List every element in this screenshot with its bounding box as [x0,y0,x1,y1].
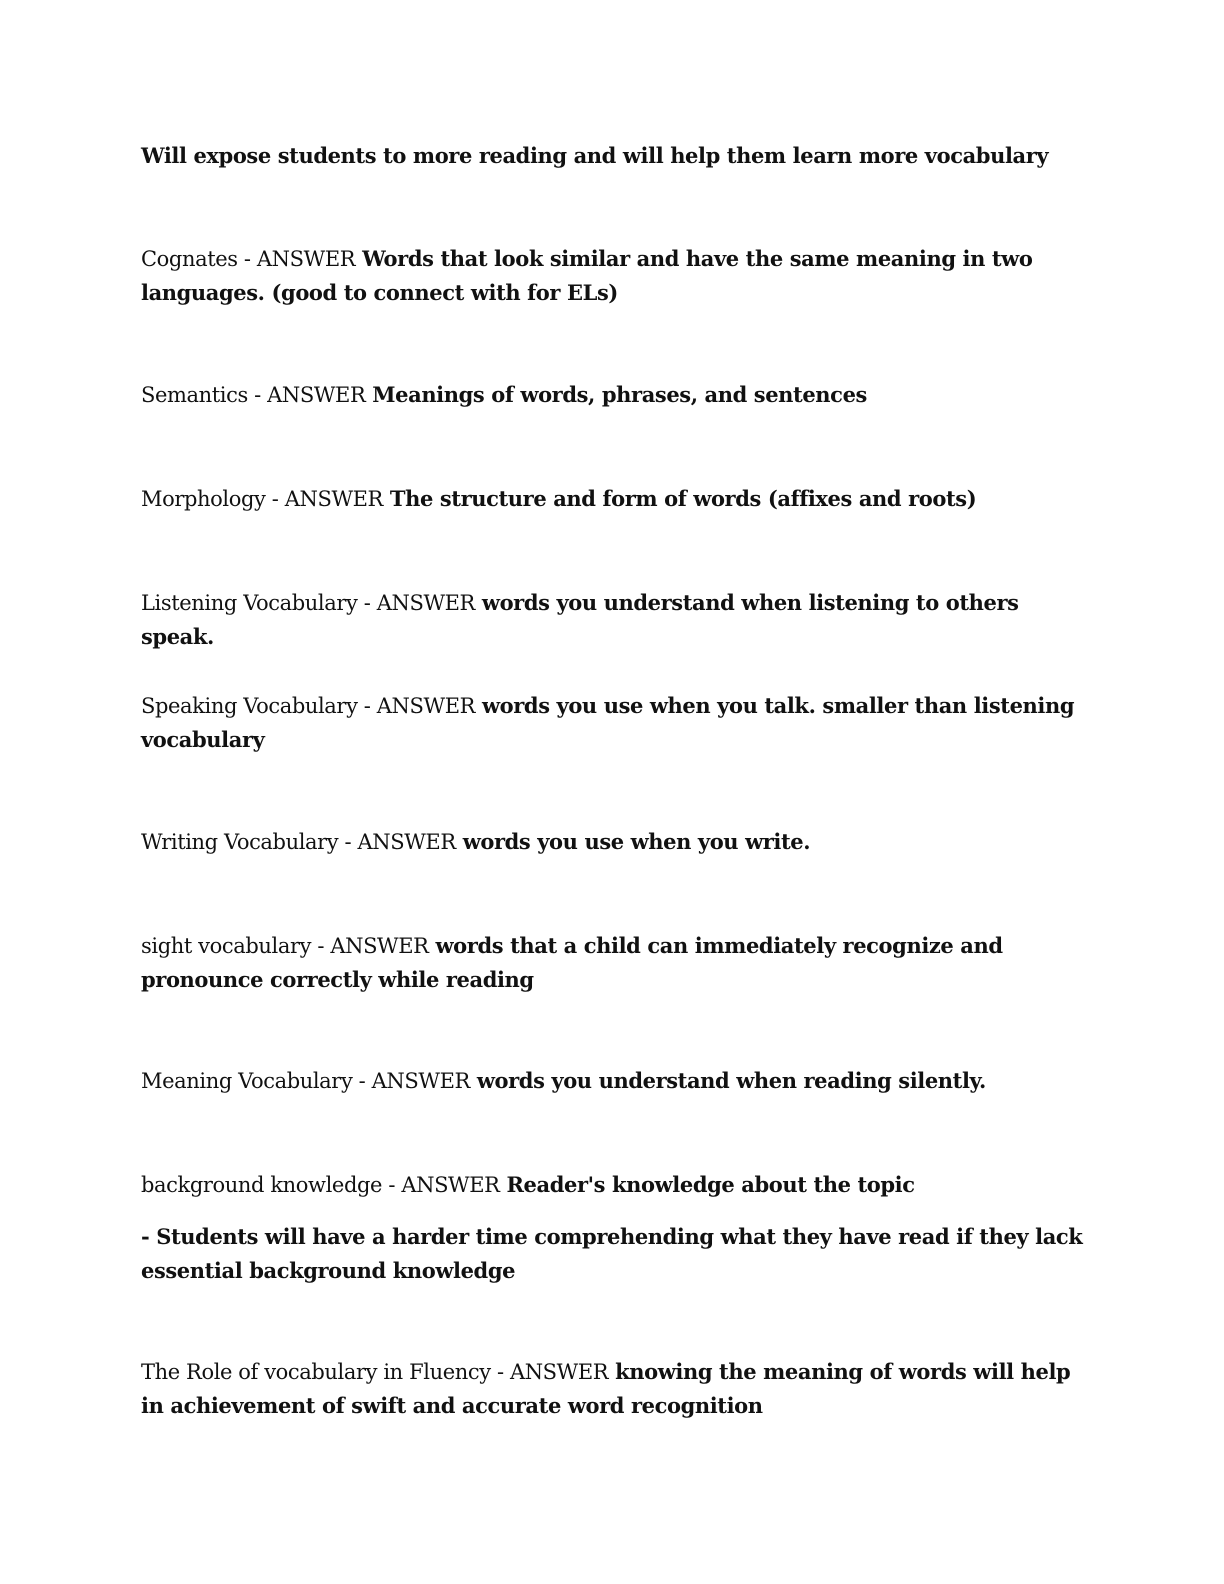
entry-sight-vocabulary [141,929,1091,997]
entry-separator: - [265,487,285,511]
entry-definition: words you understand when reading silently. [469,1068,986,1093]
answer-label: ANSWER [267,383,366,407]
entry-background-knowledge [141,1168,1091,1202]
answer-label: ANSWER [509,1360,609,1384]
entry-separator: - [382,1173,402,1197]
entry-listening-vocabulary [141,586,1091,654]
answer-label: ANSWER [401,1173,500,1197]
entry-definition: Meanings of words, phrases, and sentences [365,382,867,407]
entry-definition: words you understand when listening to others speak. [141,590,1019,649]
entry-term: sight vocabulary [141,934,312,958]
entry-term: Writing Vocabulary [141,830,339,854]
entry-separator: - [247,383,268,407]
entry-separator: - [357,591,377,615]
entry-definition: Words that look similar and have the same meaning in two languages. (good to connect with for ELs) [141,246,1033,305]
entry-meaning-vocabulary [141,1064,1091,1098]
entry-term: Speaking Vocabulary [141,694,358,718]
entry-definition: words you use when you write. [455,829,811,854]
entry-definition: words that a child can immediately recognize and pronounce correctly while reading [141,933,1003,992]
entry-separator: - [311,934,331,958]
entry-morphology [141,482,1091,516]
entry-definition: words you use when you talk. smaller than listening vocabulary [141,693,1075,752]
answer-label: ANSWER [371,1069,470,1093]
entry-term: Morphology [141,487,266,511]
entry-separator: - [338,830,358,854]
entry-separator: - [237,247,257,271]
entry-term: Meaning Vocabulary [141,1069,353,1093]
background-knowledge-note [141,1220,1091,1288]
entry-separator: - [490,1360,510,1384]
entry-definition: knowing the meaning of words will help in achievement of swift and accurate word recognition [141,1359,1071,1418]
entry-term: Listening Vocabulary [141,591,358,615]
entry-speaking-vocabulary [141,689,1091,757]
answer-label: ANSWER [284,487,383,511]
entry-term: Cognates [141,247,238,271]
entry-writing-vocabulary [141,825,1091,859]
entry-term: background knowledge [141,1173,383,1197]
entry-separator: - [357,694,377,718]
intro-paragraph [141,139,1091,173]
answer-label: ANSWER [330,934,429,958]
entry-definition: Reader's knowledge about the topic [499,1172,915,1197]
answer-label: ANSWER [256,247,356,271]
entry-term: The Role of vocabulary in Fluency [141,1360,491,1384]
answer-label: ANSWER [376,694,476,718]
entry-separator: - [352,1069,372,1093]
note-text: - Students will have a harder time comprehending what they have read if they lack essential background knowledge [141,1224,1083,1283]
entry-term: Semantics [141,383,248,407]
entry-role-of-vocabulary-in-fluency [141,1355,1091,1423]
answer-label: ANSWER [376,591,475,615]
entry-cognates [141,242,1091,310]
entry-semantics [141,378,1091,412]
answer-label: ANSWER [357,830,456,854]
intro-text: Will expose students to more reading and will help them learn more vocabulary [141,143,1049,168]
entry-definition: The structure and form of words (affixes and roots) [382,486,977,511]
